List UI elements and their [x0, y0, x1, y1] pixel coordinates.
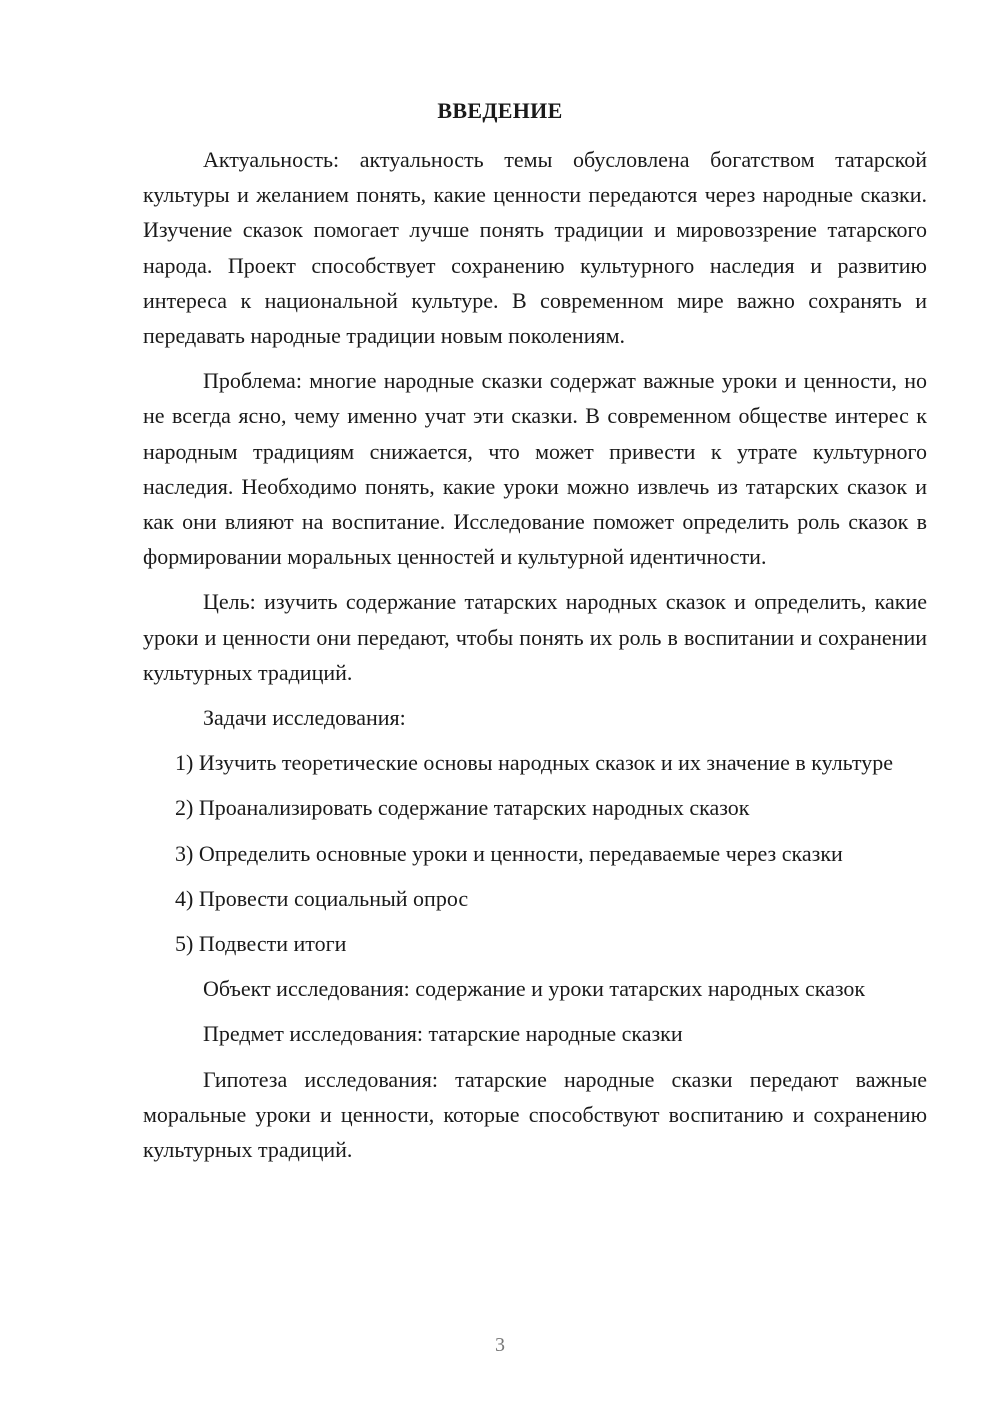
paragraph-hypothesis: Гипотеза исследования: татарские народные сказки передают важные моральные уроки и ценности, которые способствуют воспитанию и сохранению культурных традиций.	[143, 1066, 927, 1163]
paragraph-relevance: Актуальность: актуальность темы обусловлена богатством татарской культуры и желанием понять, какие ценности передаются через народные сказки. Изучение сказок помогает лучше понять традиции и мировоззрение татарского народа. Проект способствует сохранению культурного наследия и развитию интереса к национальной культуре. В современном мире важно сохранять и передавать народные традиции новым поколениям.	[143, 147, 927, 349]
paragraph-subject: Предмет исследования: татарские народные сказки	[203, 1021, 683, 1047]
task-item-2: 2) Проанализировать содержание татарских народных сказок	[175, 795, 750, 821]
task-item-1: 1) Изучить теоретические основы народных сказок и их значение в культуре	[175, 750, 893, 776]
task-item-3: 3) Определить основные уроки и ценности, передаваемые через сказки	[175, 840, 843, 866]
paragraph-problem: Проблема: многие народные сказки содержат важные уроки и ценности, но не всегда ясно, чему именно учат эти сказки. В современном обществе интерес к народным традициям снижается, что может привести к утрате культурного наследия. Необходимо понять, какие уроки можно извлечь из татарских сказок и как они влияют на воспитание. Исследование поможет определить роль сказок в формировании моральных ценностей и культурной идентичности.	[143, 368, 927, 570]
paragraph-goal: Цель: изучить содержание татарских народных сказок и определить, какие уроки и ценности они передают, чтобы понять их роль в воспитании и сохранении культурных традиций.	[143, 589, 927, 685]
page-title: ВВЕДЕНИЕ	[437, 98, 563, 123]
page-number: 3	[495, 1334, 505, 1356]
task-item-4: 4) Провести социальный опрос	[175, 885, 469, 911]
document-body	[143, 142, 927, 1177]
paragraph-tasks-heading: Задачи исследования:	[203, 705, 406, 731]
task-item-5: 5) Подвести итоги	[175, 931, 347, 957]
paragraph-object: Объект исследования: содержание и уроки татарских народных сказок	[203, 976, 866, 1002]
